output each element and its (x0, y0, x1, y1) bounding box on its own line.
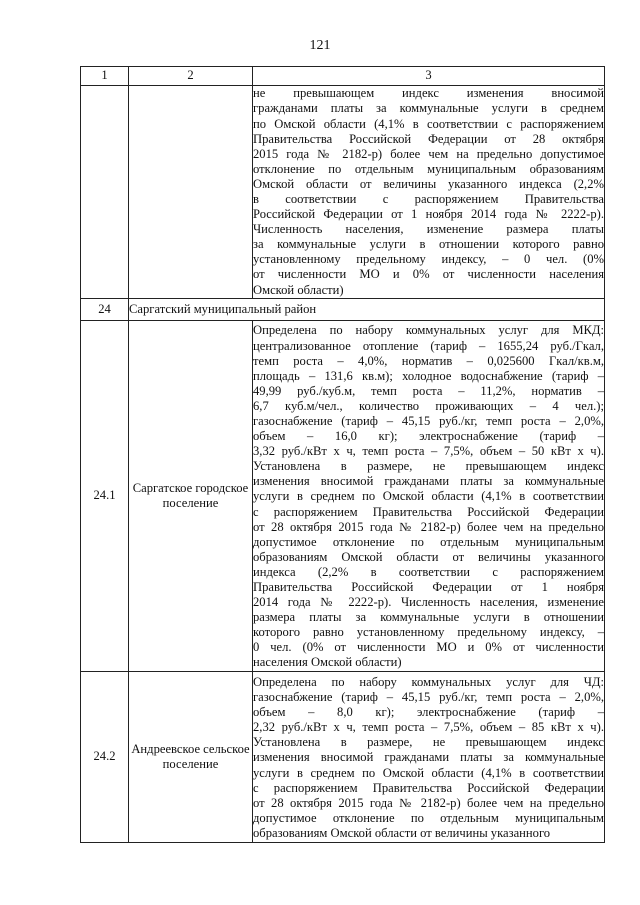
text-line: газоснабжение (тариф – 45,15 руб./кг, темп роста – 2,0%, (253, 690, 604, 705)
text-line: 6,7 куб.м/чел., количество проживающих – 4 чел.); (253, 398, 604, 413)
text-line: от 28 октября 2015 года № 2182-р) более чем на предельно (253, 795, 604, 810)
district-number: 24 (81, 299, 129, 321)
text-line: Омской области от величины указанного индекса (2,2% (253, 176, 604, 191)
text-line: с распоряжением Правительства Российской Федерации (253, 504, 604, 519)
text-line: образованиям Омской области от величины указанного (253, 825, 551, 840)
text-line: Определена по набору коммунальных услуг для ЧД: (253, 674, 604, 689)
text-line: Установлена в размере, не превышающем индекс (253, 459, 604, 474)
text-line: изменения вносимой гражданами платы за коммунальные (253, 750, 604, 765)
text-line: Численность населения, изменение размера платы (253, 222, 604, 237)
table-header-row (81, 67, 605, 86)
text-line: услуги в среднем по Омской области (4,1% в соответствии (253, 489, 604, 504)
continuation-number-cell (81, 86, 129, 299)
header-col-1: 1 (81, 67, 129, 86)
text-line: населения Омской области) (253, 655, 402, 670)
municipal-table (80, 66, 605, 843)
text-line: допустимое отклонение по отдельным муниципальным (253, 810, 604, 825)
header-col-2: 2 (129, 67, 253, 86)
district-row (81, 299, 605, 321)
text-line: по Омской области (4,1% в соответствии с распоряжением (253, 116, 604, 131)
text-line: 2015 года № 2182-р) более чем на предельно допустимое (253, 146, 604, 161)
text-line: 49,99 руб./куб.м, темп роста – 11,2%, норматив – (253, 383, 604, 398)
text-line: размера платы за коммунальные услуги в отношении (253, 610, 604, 625)
text-line: не превышающем индекс изменения вносимой (253, 86, 604, 101)
settlement-description (253, 672, 605, 843)
page-number: 121 (309, 38, 331, 53)
text-line: темп роста – 4,0%, норматив – 0,025600 Гкал/кв.м, (253, 353, 604, 368)
text-line: 0 чел. (0% от численности МО и 0% от численности (253, 640, 604, 655)
text-line: централизованное отопление (тариф – 1655,24 руб./Гкал, (253, 338, 604, 353)
text-line: Правительства Российской Федерации от 1 ноября (253, 580, 604, 595)
table-row (81, 672, 605, 843)
text-line: за коммунальные услуги в отношении которого равно (253, 237, 604, 252)
text-line: объем – 8,0 кг); электроснабжение (тариф – (253, 705, 604, 720)
table-row (81, 321, 605, 672)
text-line: Определена по набору коммунальных услуг для МКД: (253, 323, 604, 338)
text-line: Установлена в размере, не превышающем индекс (253, 735, 604, 750)
settlement-name: Саргатское городское поселение (129, 321, 253, 672)
text-line: от численности МО и 0% от численности населения (253, 267, 604, 282)
settlement-description (253, 321, 605, 672)
text-line: установленному предельному индексу, – 0 чел. (0% (253, 252, 604, 267)
text-line: Омской области) (253, 282, 344, 297)
header-col-3: 3 (253, 67, 605, 86)
text-line: 3,32 руб./кВт х ч, темп роста – 7,5%, объем – 50 кВт х ч). (253, 444, 604, 459)
continuation-name-cell (129, 86, 253, 299)
district-name: Саргатский муниципальный район (129, 299, 605, 321)
text-line: Российской Федерации от 1 ноября 2014 года № 2222-р). (253, 207, 604, 222)
text-line: изменения вносимой гражданами платы за коммунальные (253, 474, 604, 489)
text-line: которого равно установленному предельному индексу, – (253, 625, 604, 640)
text-line: в соответствии с распоряжением Правительства (253, 192, 604, 206)
row-number: 24.2 (81, 672, 129, 843)
text-line: образованиям Омской области от величины указанного (253, 549, 604, 564)
text-line: допустимое отклонение по отдельным муниципальным (253, 534, 604, 549)
text-line: 2014 года № 2222-р). Численность населения, изменение (253, 595, 604, 610)
text-line: гражданами платы за коммунальные услуги в среднем (253, 101, 604, 116)
continuation-text (253, 86, 605, 299)
text-line: объем – 16,0 кг); электроснабжение (тариф – (253, 429, 604, 444)
row-number: 24.1 (81, 321, 129, 672)
text-line: площадь – 131,6 кв.м); холодное водоснабжение (тариф – (253, 368, 604, 383)
text-line: газоснабжение (тариф – 45,15 руб./кг, темп роста – 2,0%, (253, 413, 604, 428)
continuation-row (81, 86, 605, 299)
text-line: услуги в среднем по Омской области (4,1% в соответствии (253, 765, 604, 780)
settlement-name: Андреевское сельское поселение (129, 672, 253, 843)
text-line: 2,32 руб./кВт х ч, темп роста – 7,5%, объем – 85 кВт х ч). (253, 720, 604, 735)
text-line: с распоряжением Правительства Российской Федерации (253, 780, 604, 795)
text-line: отклонение по отдельным муниципальным образованиям (253, 161, 604, 176)
text-line: от 28 октября 2015 года № 2182-р) более чем на предельно (253, 519, 604, 534)
text-line: Правительства Российской Федерации от 28 октября (253, 131, 604, 146)
text-line: индекса (2,2% в соответствии с распоряжением (253, 564, 604, 579)
